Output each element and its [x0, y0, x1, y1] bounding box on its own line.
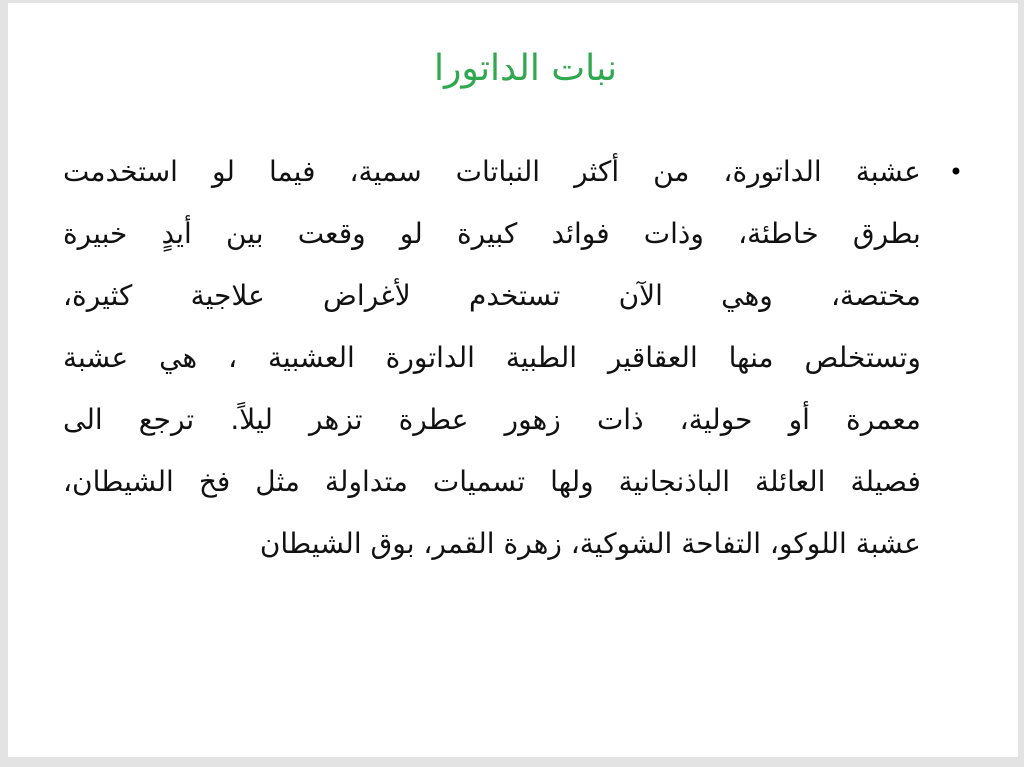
text-line-6: فصيلة العائلة الباذنجانية ولها تسميات متداولة مثل فخ الشيطان، — [63, 465, 921, 498]
bullet-list — [63, 141, 963, 575]
text-line-5: معمرة أو حولية، ذات زهور عطرة تزهر ليلاً. ترجع الى — [63, 403, 921, 436]
bullet-item — [63, 141, 963, 575]
bullet-text — [63, 141, 921, 575]
slide — [8, 3, 1018, 757]
bullet-point-icon: • — [948, 158, 963, 186]
slide-title: نبات الداتورا — [433, 48, 618, 89]
text-line-3: مختصة، وهي الآن تستخدم لأغراض علاجية كثيرة، — [63, 279, 921, 312]
text-line-7: عشبة اللوكو، التفاحة الشوكية، زهرة القمر، بوق الشيطان — [259, 527, 921, 560]
text-line-1: عشبة الداتورة، من أكثر النباتات سمية، فيما لو استخدمت — [63, 155, 921, 188]
text-line-2: بطرق خاطئة، وذات فوائد كبيرة لو وقعت بين أيدٍ خبيرة — [63, 217, 921, 250]
text-line-4: وتستخلص منها العقاقير الطبية الداتورة العشبية ، هي عشبة — [63, 341, 921, 374]
